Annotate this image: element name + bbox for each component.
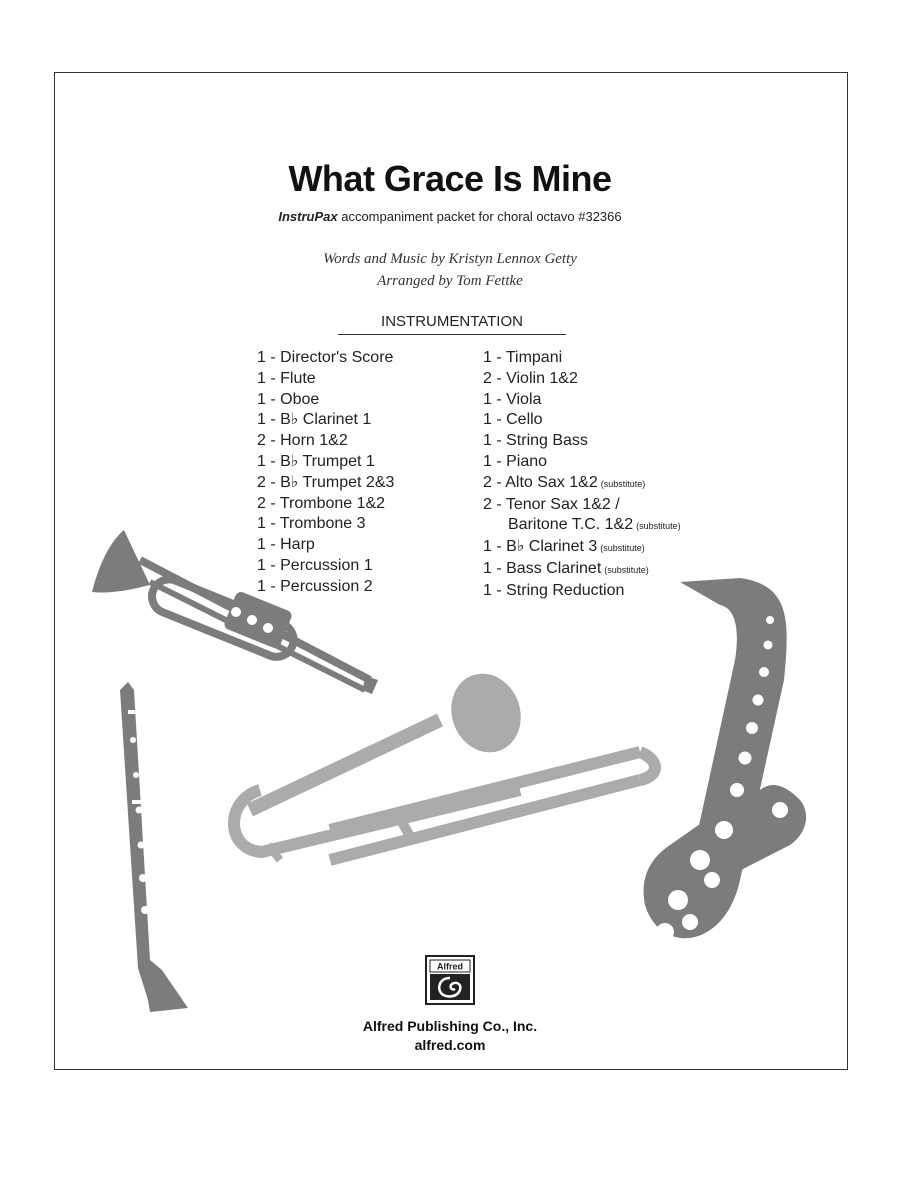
instrument-label: 1 - Trombone 3 bbox=[257, 515, 366, 533]
instrumentation-left-column bbox=[257, 348, 394, 598]
words-music-credit: Words and Music by Kristyn Lennox Getty bbox=[323, 251, 577, 267]
left-instrument-row bbox=[257, 369, 394, 390]
substitute-note: (substitute) bbox=[600, 478, 646, 489]
instrument-label: 1 - Flute bbox=[257, 369, 316, 387]
instrument-label: 1 - Viola bbox=[483, 390, 542, 408]
instrument-label: 1 - Bass Clarinet bbox=[483, 559, 602, 577]
instrument-label: 1 - Director's Score bbox=[257, 349, 394, 366]
alfred-logo-icon bbox=[425, 955, 475, 1005]
instrument-label: 1 - Percussion 2 bbox=[257, 577, 373, 595]
credits bbox=[0, 248, 900, 292]
right-instrument-row bbox=[483, 559, 681, 581]
instrument-label: 1 - Cello bbox=[483, 411, 543, 429]
instrumentation-heading: INSTRUMENTATION bbox=[338, 313, 566, 335]
substitute-note: (substitute) bbox=[636, 521, 681, 532]
arranger-credit: Arranged by Tom Fettke bbox=[377, 273, 523, 289]
instrument-label: 2 - Horn 1&2 bbox=[257, 432, 348, 450]
instrument-label: 1 - Oboe bbox=[257, 390, 320, 408]
page-title: What Grace Is Mine bbox=[288, 158, 612, 199]
instrument-label: 1 - Timpani bbox=[483, 349, 563, 366]
instrument-label: 2 - Violin 1&2 bbox=[483, 369, 578, 387]
saxophone-illustration bbox=[644, 578, 807, 941]
right-instrument-row bbox=[483, 537, 681, 559]
right-instrument-row bbox=[483, 390, 681, 411]
left-instrument-row bbox=[257, 556, 394, 577]
substitute-note: (substitute) bbox=[600, 543, 645, 554]
trombone-illustration bbox=[234, 664, 655, 860]
left-instrument-row bbox=[257, 348, 394, 369]
right-instrument-row bbox=[483, 581, 681, 602]
publisher-info bbox=[0, 1017, 900, 1055]
right-instrument-row bbox=[483, 369, 681, 390]
right-instrument-row bbox=[483, 431, 681, 452]
left-instrument-row bbox=[257, 514, 394, 535]
right-instrument-row bbox=[483, 515, 681, 537]
right-instrument-row bbox=[483, 473, 681, 495]
subtitle bbox=[0, 209, 900, 224]
right-instrument-row bbox=[483, 348, 681, 369]
instrument-label: 2 - Tenor Sax 1&2 / bbox=[483, 495, 620, 513]
publisher-url: alfred.com bbox=[414, 1037, 486, 1053]
instrument-label: Baritone T.C. 1&2 bbox=[508, 516, 634, 534]
left-instrument-row bbox=[257, 431, 394, 452]
subtitle-brand: InstruPax bbox=[278, 209, 338, 224]
instrument-label: 1 - Percussion 1 bbox=[257, 556, 373, 574]
left-instrument-row bbox=[257, 473, 394, 494]
instrument-label: 1 - String Reduction bbox=[483, 581, 625, 599]
right-instrument-row bbox=[483, 495, 681, 516]
instrumentation-right-column bbox=[483, 348, 681, 602]
right-instrument-row bbox=[483, 452, 681, 473]
right-instrument-row bbox=[483, 410, 681, 431]
left-instrument-row bbox=[257, 410, 394, 431]
logo-text: Alfred bbox=[436, 961, 464, 972]
publisher-name: Alfred Publishing Co., Inc. bbox=[362, 1018, 538, 1034]
left-instrument-row bbox=[257, 535, 394, 556]
instrument-label: 1 - String Bass bbox=[483, 432, 588, 450]
left-instrument-row bbox=[257, 390, 394, 411]
instrument-label: 1 - Piano bbox=[483, 452, 548, 470]
left-instrument-row bbox=[257, 494, 394, 515]
subtitle-text: accompaniment packet for choral octavo #32366 bbox=[337, 209, 622, 224]
instrument-label: 2 - B♭ Trumpet 2&3 bbox=[257, 473, 395, 491]
instrument-label: 1 - Harp bbox=[257, 536, 315, 554]
instrument-label: 2 - Trombone 1&2 bbox=[257, 494, 386, 512]
instrument-label: 1 - B♭ Clarinet 1 bbox=[257, 411, 372, 429]
left-instrument-row bbox=[257, 577, 394, 598]
instrument-label: 2 - Alto Sax 1&2 bbox=[483, 473, 598, 491]
instrument-label: 1 - B♭ Trumpet 1 bbox=[257, 452, 375, 470]
substitute-note: (substitute) bbox=[604, 564, 649, 575]
instrument-label: 1 - B♭ Clarinet 3 bbox=[483, 538, 598, 556]
clarinet-illustration bbox=[120, 682, 188, 1012]
left-instrument-row bbox=[257, 452, 394, 473]
